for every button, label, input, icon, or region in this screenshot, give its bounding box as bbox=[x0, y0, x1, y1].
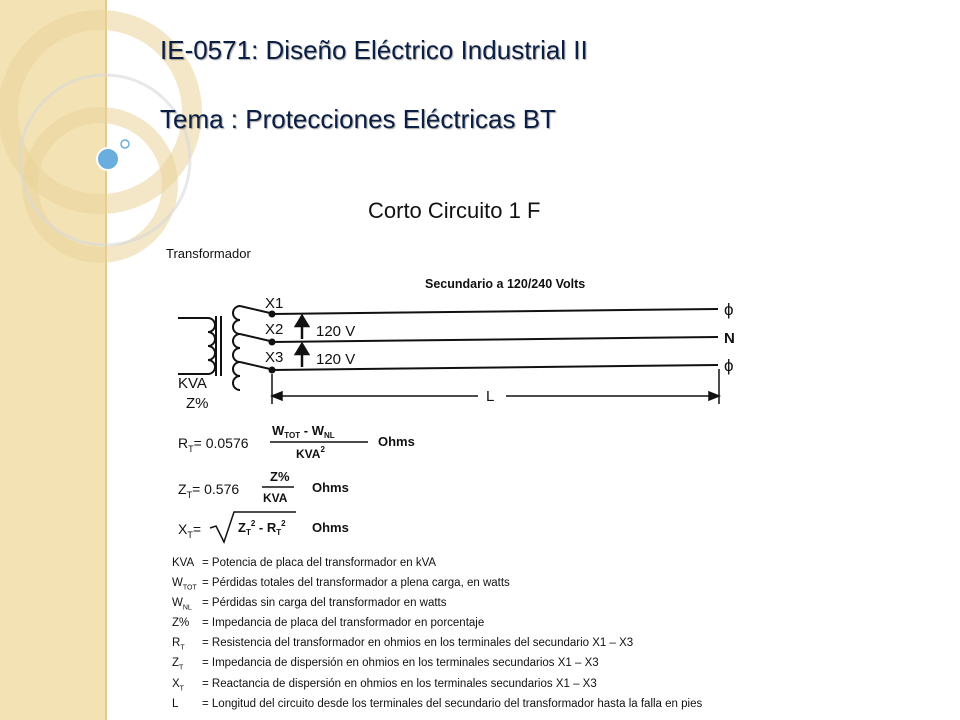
voltage-x2: 120 V bbox=[316, 323, 356, 340]
terminal-x1: X1 bbox=[265, 295, 284, 312]
formula-zt bbox=[178, 469, 349, 505]
page-title: IE-0571: Diseño Eléctrico Industrial II bbox=[160, 35, 588, 65]
formula-xt bbox=[178, 512, 349, 542]
decorative-sidebar bbox=[0, 0, 105, 720]
svg-text:Ohms: Ohms bbox=[312, 480, 349, 495]
formula-rt bbox=[178, 423, 415, 461]
svg-text:Ohms: Ohms bbox=[378, 434, 415, 449]
voltage-x3: 120 V bbox=[316, 351, 356, 368]
definition-zt: $Z_T$ = Impedancia de dispersión en ohmios en los terminales secundarios X1 – X3 bbox=[172, 657, 599, 672]
neutral-symbol: N bbox=[724, 330, 735, 347]
svg-text:Z%: Z% bbox=[270, 469, 290, 484]
definition-kva: KVA = Potencia de placa del transformador en kVA bbox=[172, 557, 437, 569]
sidebar-divider bbox=[105, 0, 107, 720]
svg-text:KVA2: KVA$^2$ bbox=[296, 445, 325, 461]
svg-text:KVA: KVA bbox=[263, 491, 288, 505]
svg-text:XT=: $X_T=$ bbox=[178, 521, 202, 540]
definition-zpercent: Z% = Impedancia de placa del transformador en porcentaje bbox=[172, 617, 485, 630]
definition-wtot: $W_{TOT}$ = Pérdidas totales del transformador a plena carga, en watts bbox=[172, 577, 510, 592]
svg-text:Ohms: Ohms bbox=[312, 520, 349, 535]
z-percent-label: Z% bbox=[186, 395, 209, 412]
terminal-x3: X3 bbox=[265, 349, 284, 366]
secondary-label: Secundario a 120/240 Volts bbox=[425, 277, 586, 291]
length-label: L bbox=[486, 388, 495, 405]
page-topic: Tema : Protecciones Eléctricas BT bbox=[160, 104, 556, 134]
svg-text:ZT= 0.576: $Z_T= 0.576$ bbox=[178, 481, 240, 500]
transformer-label: Transformador bbox=[166, 246, 251, 261]
decorative-bubble-small bbox=[121, 140, 129, 148]
definition-xt: $X_T$ = Reactancia de dispersión en ohmios en los terminales secundarios X1 – X3 bbox=[172, 677, 597, 692]
phase-symbol-bottom: ϕ bbox=[724, 356, 734, 375]
definition-rt: $R_T$ = Resistencia del transformador en ohmios en los terminales del secundario X1 – X3 bbox=[172, 637, 634, 652]
voltage-arrow-x3 bbox=[296, 344, 308, 367]
length-dimension bbox=[272, 369, 719, 404]
svg-text:WTOT - WNL: $W_{TOT} - W_{NL}$ bbox=[272, 423, 335, 440]
phase-symbol-top: ϕ bbox=[724, 300, 734, 319]
definition-l: L = Longitud del circuito desde los terminales del secundario del transformador hasta la falla en pies bbox=[172, 697, 703, 710]
kva-label: KVA bbox=[178, 375, 207, 392]
voltage-arrow-x2 bbox=[296, 316, 308, 339]
slide-subtitle: Corto Circuito 1 F bbox=[368, 198, 541, 223]
terminal-x2: X2 bbox=[265, 321, 284, 338]
definitions-list bbox=[172, 556, 702, 717]
svg-text:ZT2 - RT2: $Z_T^2 - R_T^2$ bbox=[238, 519, 286, 537]
definition-wnl: $W_{NL}$ = Pérdidas sin carga del transformador en watts bbox=[172, 597, 447, 612]
svg-text:RT= 0.0576: $R_T= 0.0576$ bbox=[178, 435, 249, 454]
